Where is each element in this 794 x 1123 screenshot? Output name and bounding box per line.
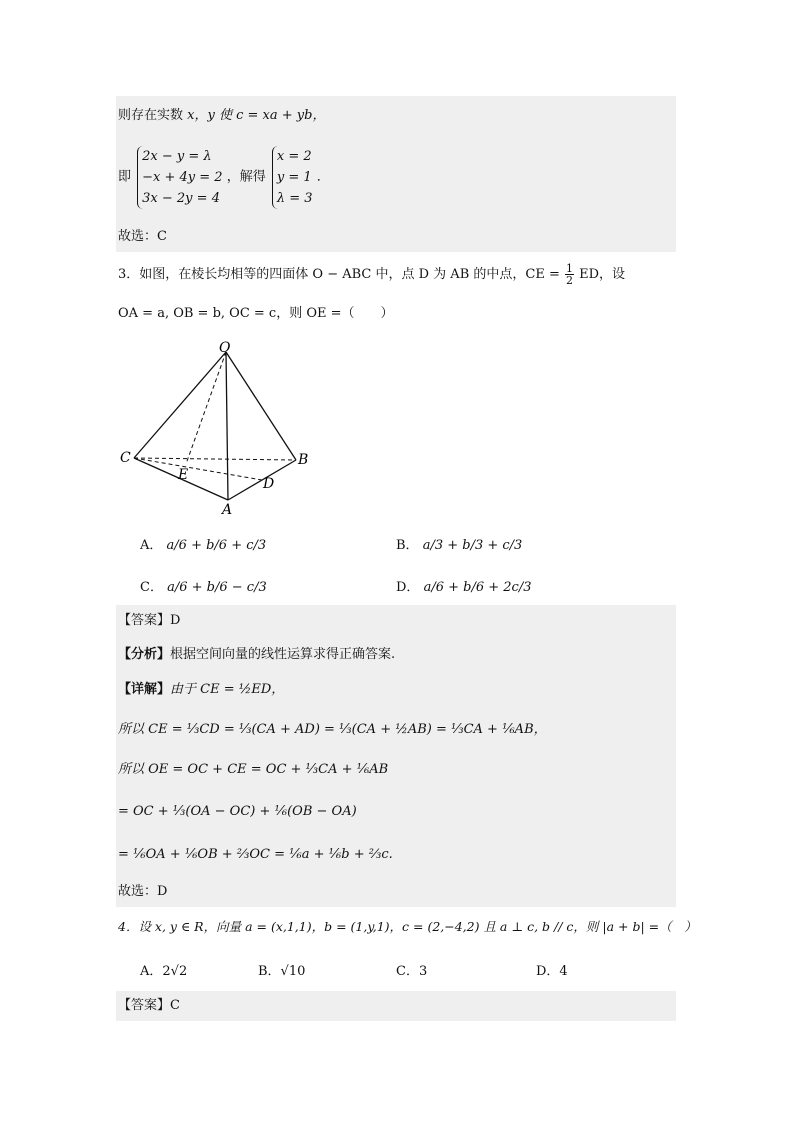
q4-stem: 4．设 x, y ∈ R，向量 a = (x,1,1)，b = (1,y,1)，c = (2,−4,2) 且 a ⊥ c, b // c，则 |a + b| =（ ） xyxy=(118,919,697,934)
q3-option-B[interactable] xyxy=(396,534,522,553)
option-D-expr: a/6 + b/6 + 2c/3 xyxy=(423,580,532,595)
q3-step1: 所以 CE = ⅓CD = ⅓(CA + AD) = ⅓(CA + ½AB) = ⅓CA + ⅙AB， xyxy=(118,722,547,737)
equation-system xyxy=(137,146,222,209)
prev-solution-system xyxy=(118,146,330,209)
label-D: D xyxy=(263,476,275,492)
segment-CD-hidden xyxy=(134,458,262,480)
system-end: ． xyxy=(316,169,330,185)
fraction-denominator: 2 xyxy=(565,274,573,287)
prev-line1-vars: x，y 使 xyxy=(187,108,232,123)
system-prefix: 即 xyxy=(118,169,132,185)
q3-step3: = OC + ⅓(OA − OC) + ⅙(OB − OA) xyxy=(118,804,357,819)
q4-option-C[interactable]: C．3 xyxy=(396,964,428,979)
detail-label: 【详解】 xyxy=(118,682,171,697)
q3-stem-tail: ED，设 xyxy=(579,267,626,282)
prev-line1-expr: c = xa + yb， xyxy=(236,108,326,123)
prev-line1-prefix: 则存在实数 xyxy=(118,108,184,123)
result-y: y = 1 xyxy=(276,170,312,185)
prev-solution-line1 xyxy=(118,107,325,125)
q3-stem-fraction xyxy=(565,263,574,286)
option-B-expr: a/3 + b/3 + c/3 xyxy=(422,538,523,553)
q4-option-D[interactable]: D．4 xyxy=(536,964,568,979)
analysis-label: 【分析】 xyxy=(118,647,171,662)
option-C-label: C． xyxy=(140,580,163,595)
solution-system xyxy=(272,146,313,209)
edge-OA xyxy=(226,352,228,500)
q3-detail xyxy=(118,681,284,699)
label-E: E xyxy=(178,467,189,483)
option-B-label: B． xyxy=(396,538,419,553)
label-O: O xyxy=(219,340,231,356)
result-lambda: λ = 3 xyxy=(276,191,313,206)
prev-choose: 故选：C xyxy=(118,229,167,244)
q3-choose: 故选：D xyxy=(118,884,168,899)
q3-stem-text: 3．如图，在棱长均相等的四面体 O − ABC 中，点 D 为 AB 的中点，CE = xyxy=(118,267,560,282)
q3-option-A[interactable] xyxy=(140,534,266,553)
analysis-text: 根据空间向量的线性运算求得正确答案. xyxy=(170,647,396,662)
option-A-expr: a/6 + b/6 + c/3 xyxy=(166,538,267,553)
q4-answer-block xyxy=(116,991,676,1021)
q3-analysis xyxy=(118,646,395,664)
result-x: x = 2 xyxy=(276,149,312,164)
segment-OE-hidden xyxy=(186,352,226,464)
label-B: B xyxy=(298,452,309,468)
option-A-label: A． xyxy=(140,538,163,553)
edge-OB xyxy=(226,352,296,460)
q3-step4: = ⅙OA + ⅙OB + ⅔OC = ⅙a + ⅙b + ⅔c. xyxy=(118,847,393,862)
q4-answer: 【答案】C xyxy=(118,998,180,1013)
q4-option-B[interactable]: B．√10 xyxy=(258,964,306,979)
edge-OC xyxy=(134,352,226,458)
q3-stem-line1 xyxy=(118,262,625,288)
q3-option-C[interactable] xyxy=(140,576,267,595)
edge-CB-hidden xyxy=(134,458,296,460)
q3-option-D[interactable] xyxy=(396,576,531,595)
q3-answer: 【答案】D xyxy=(118,613,181,628)
label-C: C xyxy=(120,450,131,466)
system-eq1: 2x − y = λ xyxy=(142,149,212,164)
option-D-label: D． xyxy=(396,580,420,595)
detail-intro: 由于 CE = ½ED， xyxy=(170,682,285,697)
tetrahedron-diagram xyxy=(116,338,316,518)
q3-step2: 所以 OE = OC + CE = OC + ⅓CA + ⅙AB xyxy=(118,762,389,777)
solve-word: ，解得 xyxy=(226,169,266,185)
fraction-numerator: 1 xyxy=(565,262,573,275)
label-A: A xyxy=(222,502,233,518)
system-eq2: −x + 4y = 2 xyxy=(142,170,223,185)
q4-option-A[interactable]: A．2√2 xyxy=(140,964,188,979)
option-C-expr: a/6 + b/6 − c/3 xyxy=(167,580,267,595)
q3-stem-line2: OA = a, OB = b, OC = c，则 OE =（ ） xyxy=(118,306,394,321)
system-eq3: 3x − 2y = 4 xyxy=(142,191,220,206)
